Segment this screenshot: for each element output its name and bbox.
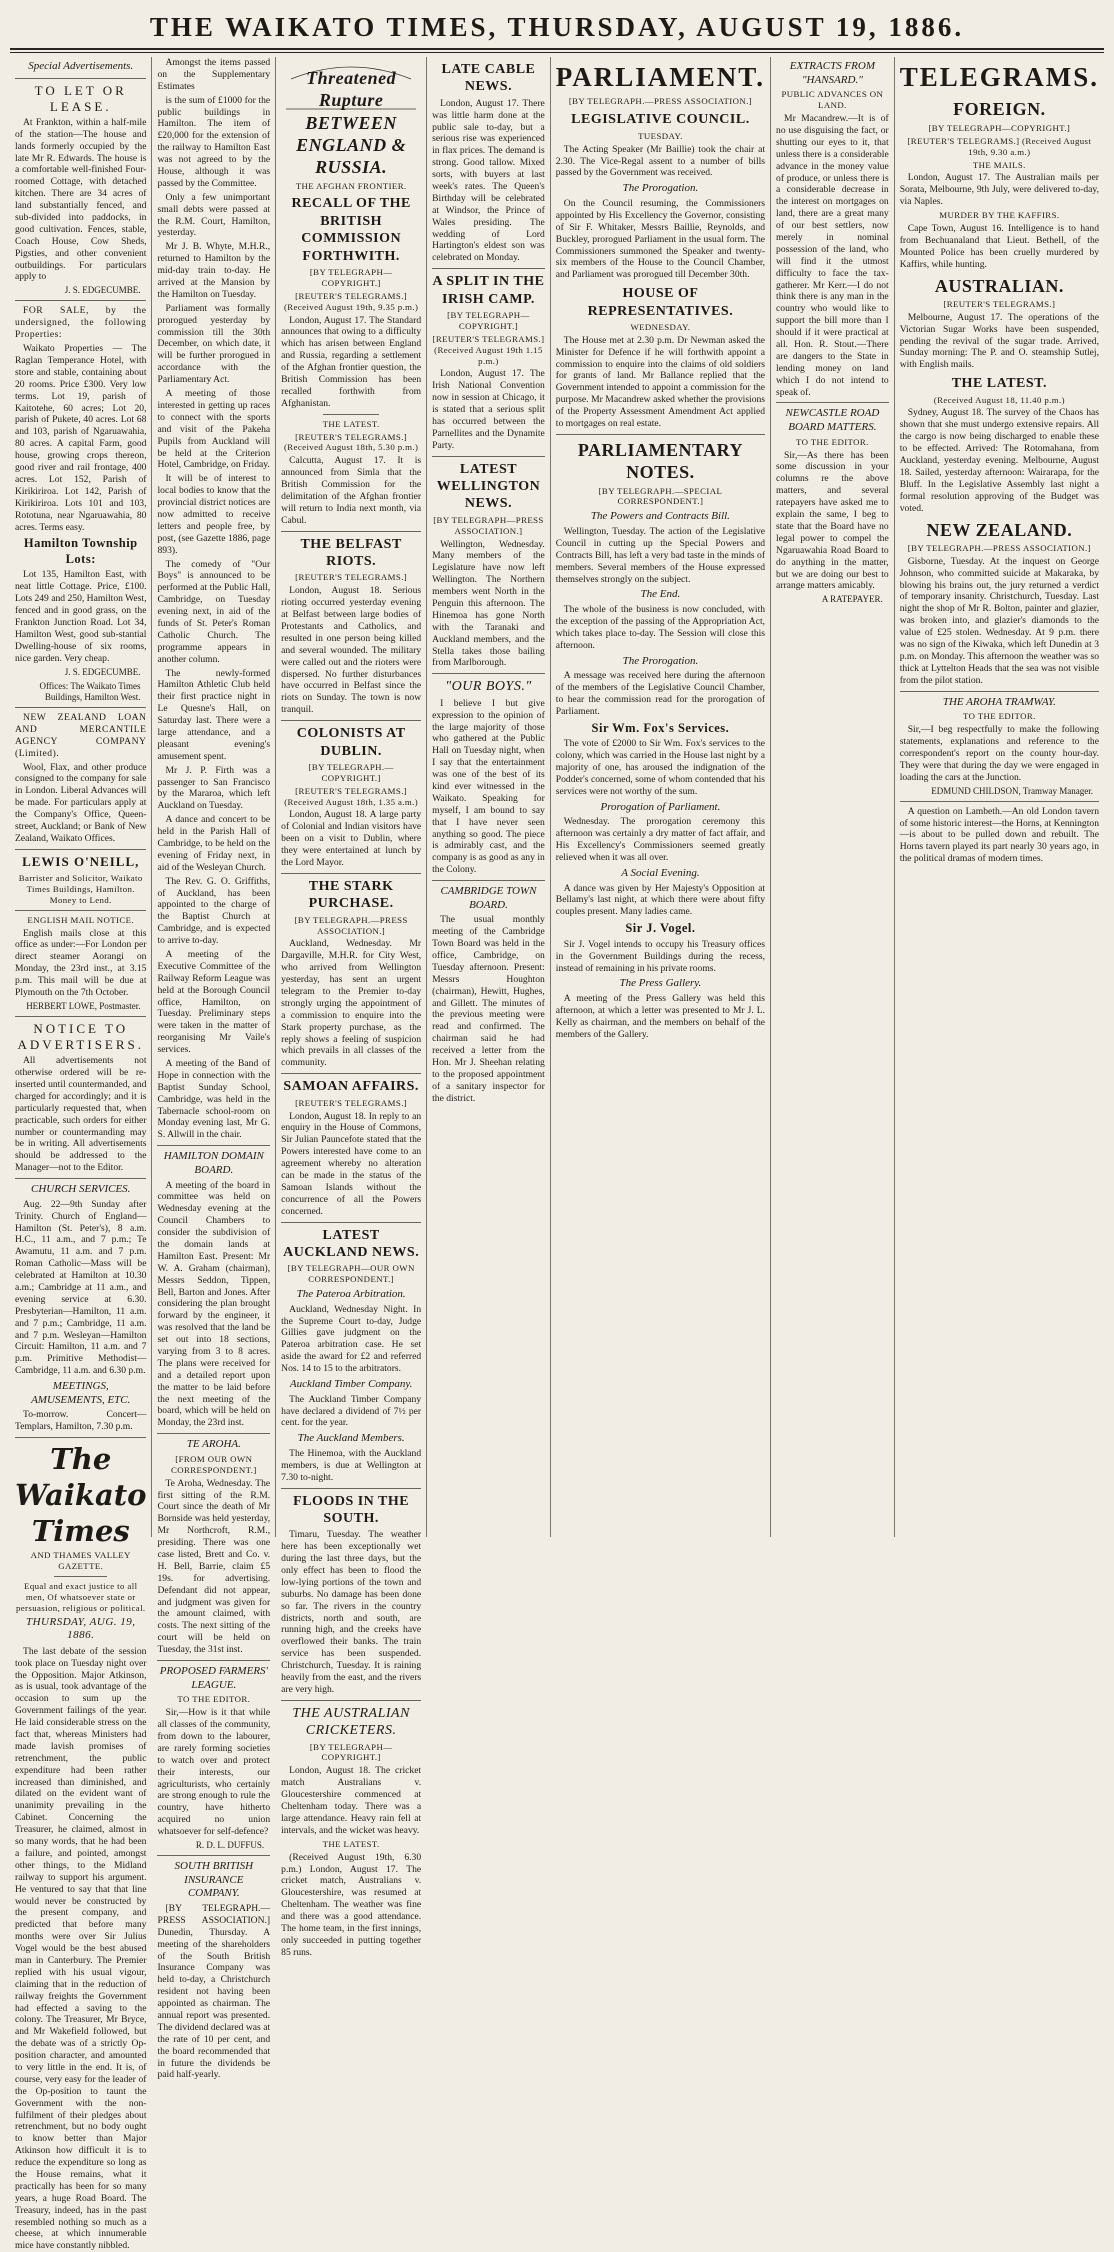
divider: [900, 801, 1099, 802]
stark-sub: [BY TELEGRAPH.—PRESS ASSOCIATION.]: [294, 914, 408, 936]
auckland-head-2: Auckland Timber Company.: [289, 1378, 413, 1391]
divider: [157, 1660, 270, 1661]
latest2-body: (Received August 19th, 6.30 p.m.) London, August 17. The cricket match, Australians v. Gloucestershire, was resumed at Cheltenham. The weather was fine and there was a good attendance. The home team, in the first innings, only succeeded in putting together 85 runs.: [281, 1851, 422, 1958]
newcastle-signature: A RATEPAYER.: [821, 594, 883, 605]
auckland-body-3: The Hinemoa, with the Auckland members, is due at Wellington at 7.30 to-night.: [281, 1447, 422, 1483]
newcastle-title: NEWCASTLE ROAD BOARD MATTERS.: [785, 407, 880, 434]
our-boys-title: "OUR BOYS.": [445, 679, 532, 695]
news-rm-court: Only a few unimportant small debts were passed at the R.M. Court, Hamilton, yesterday.: [157, 191, 271, 239]
samoan-title: SAMOAN AFFAIRS.: [283, 1079, 419, 1095]
news-our-boys: The comedy of "Our Boys" is announced to be performed at the Public Hall, Cambridge, on Tuesday evening next, in aid of the funds of St. Peter's Roman Catholic Church. The programme appears in another column.: [157, 558, 271, 665]
cambridge-board-body: The usual monthly meeting of the Cambridge Town Board was held in the office, Cambridge, on Tuesday afternoon. Present: Messrs Houghton (chairman), Hewitt, Hughes, and Gillett. The minutes of the previous meeting were read and confirmed. The chairman said he had received a letter from the Hon. Mr J. Sheehan relating to the proposed appointment of a sanitary inspector for the district.: [432, 914, 545, 1104]
cable-news-title: LATE CABLE NEWS.: [441, 62, 536, 95]
divider: [157, 1855, 270, 1856]
divider: [15, 910, 146, 911]
divider: [900, 691, 1099, 692]
recall-credit: [REUTER'S TELEGRAMS.] (Received August 19th, 9.35 p.m.): [283, 290, 419, 312]
divider: [432, 880, 545, 881]
mails-body: London, August 17. The Australian mails per Sorata, Melbourne, 9th July, were delivered to-day, via Naples.: [899, 172, 1099, 208]
for-sale-body: Waikato Properties — The Raglan Temperance Hotel, with store and stable, containing about 20 rooms. Price £300. Very low terms. Lot 19, parish of Kaitotehe, 60 acres; Lot 20, parish of Pukete, 40 acres. Lot 68 and 103, parish of Ngaruawahia, 80 acres. A capital Farm, good house, growing crops thereon, good river and rail frontage, 400 acres. Lot 152, Parish of Kirikiriroa. Lot 142, Parish of Kirikiriroa. Lots 101 and 103, Rototuna, near Ngaruawahia, 80 acres. Terms easy.: [15, 343, 147, 533]
divider: [15, 1437, 146, 1438]
the-end-title: The End.: [640, 588, 681, 601]
divider: [157, 1433, 270, 1434]
divider: [556, 434, 765, 435]
parliament-sub: [BY TELEGRAPH.—PRESS ASSOCIATION.]: [568, 96, 753, 107]
fox-services-title: Sir Wm. Fox's Services.: [591, 720, 730, 735]
hamilton-lots-body: Lot 135, Hamilton East, with neat little Cottage. Price, £100. Lots 249 and 250, Hamilton West, fenced and in good grass, on the Frankton Junction Road. Lot 34, Hamilton West, good sub-stantial Dwelling-house of six rooms, nice garden. Very cheap.: [15, 569, 147, 664]
cambridge-board-title: CAMBRIDGE TOWN BOARD.: [440, 885, 537, 911]
new-zealand-title: NEW ZEALAND.: [926, 519, 1073, 540]
samoan-body: London, August 18. In reply to an enquiry in the House of Commons, Sir Julian Pauncefote stated that the Powers interested have come to an agreement whereby no alteration can be made in the status of the Samoan Islands without the concurrence of all the Powers concerned.: [281, 1110, 422, 1217]
divider: [15, 78, 146, 79]
auckland-body-1: Auckland, Wednesday Night. In the Supreme Court to-day, Judge Gillies gave judgment on the Pateroa arbitration case. He set aside the award for £2 and referred Nos. 14 to 15 to the arbitrators.: [281, 1303, 422, 1375]
columns: [10, 57, 1104, 2252]
legislative-council-title: LEGISLATIVE COUNCIL.: [571, 112, 750, 128]
church-services-body: Aug. 22—9th Sunday after Trinity. Church of England—Hamilton (St. Peter's), 8 a.m. H.C., 11 a.m., and 7 p.m.; Te Awamutu, 11 a.m. and 7 p.m. Roman Catholic—Mass will be celebrated at Hamilton at 10.30 a.m.; Cambridge at 11 a.m., and evening service at 6.30. Presbyterian—Hamilton, 11 a.m. and 7 p.m.; Cambridge, 11 a.m. and 7 p.m. Wesleyan—Hamilton Circuit: Hamilton, 11 a.m. and 7 p.m. Primitive Methodist—Cambridge, 11 a.m. and 6.30 p.m.: [15, 1198, 147, 1377]
divider: [15, 300, 146, 301]
irish-split-credit: [REUTER'S TELEGRAMS.] (Received August 19th 1.15 p.m.): [432, 333, 545, 366]
representatives-body: The House met at 2.30 p.m. Dr Newman asked the Minister for Defence if he will forthwith appoint a commission to enquire into the claims of old soldiers for grants of land. Mr Ballance replied that the Government intended to appoint a commission for the purpose. Mr Macandrew asked whether the provisions of the Property Assessment Amendment Act applied to mortgages on real estate.: [555, 334, 766, 430]
divider: [432, 673, 545, 674]
news-parliament: Parliament was formally prorogued yesterday by commission till the 30th December, on which date, it will be further prorogued in accordance with the Parliamentary Act.: [157, 302, 271, 386]
column-6: [771, 57, 895, 1537]
waikato-times-nameplate: The Waikato Times: [15, 1442, 147, 1549]
fox-services-body: The vote of £2000 to Sir Wm. Fox's services to the colony, which was carried in the House last night by a majority of one, has aroused the indignation of the Podder's concerned, some of whom contended that his services were not worthy of the sum.: [555, 738, 766, 797]
news-dance: A dance and concert to be held in the Parish Hall of Cambridge, to be held on the evening of Friday next, in aid of the Wesleyan Church.: [157, 814, 271, 873]
colonists-sub: [BY TELEGRAPH.—COPYRIGHT.]: [308, 761, 394, 783]
recall-body: London, August 17. The Standard announces that owing to a difficulty which has arisen between England and Russia, regarding a settlement of the Afghan frontier question, the British Commission has been recalled forthwith from Afghanistan.: [281, 314, 422, 409]
foreign-credit: [REUTER'S TELEGRAMS.] (Received August 19th, 9.30 a.m.): [907, 135, 1092, 157]
latest-credit: [REUTER'S TELEGRAMS.] (Received August 18th, 5.30 p.m.): [283, 431, 419, 453]
divider: [776, 402, 889, 403]
latest-telegram-body: Sydney, August 18. The survey of the Chaos has shown that she must undergo extensive repairs. All the cargo is now being discharged to enable these to be effected. Arrived: The Rotomahana, from Auckland, yesterday evening. Melbourne, August 18. Sailed, yesterday afternoon: Wairarapa, for the Bluff. In the Legislative Assembly last night a formal resolution approving of the Budget was voted.: [899, 407, 1099, 514]
column-1: [10, 57, 152, 2252]
hansard-body: Mr Macandrew.—It is of no use disguising the fact, or shutting our eyes to it, that unless there is a considerable advance in the money value of produce, or unless there is a considerable decrease in the interest on mortgages on land, there are a great many of our best settlers, now merely in nominal possession of the land, who will find it the utmost difficulty to face the tax-gatherer. Mr Kerr.—I do not think there is any man in the country who would like to support the bill more than I should if it were practical at all. Hon. R. Stout.—There are dangers to the State in lending money on land which I do not intend to speak of.: [776, 113, 889, 398]
column-5: [551, 57, 771, 1537]
divider: [432, 268, 545, 269]
parliamentary-notes-sub: [BY TELEGRAPH.—SPECIAL CORRESPONDENT.]: [598, 485, 723, 507]
council-day: TUESDAY.: [638, 130, 683, 141]
paper-motto: Equal and exact justice to all men, Of whatsoever state or persuasion, religious or political.: [15, 1580, 146, 1613]
divider: [54, 1576, 107, 1577]
masthead-rule-thin: [10, 52, 1104, 53]
our-boys-body: I believe I but give expression to the opinion of the large majority of those who gathered at the Public Hall on Tuesday night, when I say that the entertainment was one of the best of its kind ever witnessed in the Waikato. Speaking for myself, I am bound to say that I have never seen anything so good. The piece is admirably cast, and the company is as good as any in the Colony.: [432, 697, 545, 876]
mail-notice-signature: HERBERT LOWE, Postmaster.: [26, 1000, 141, 1011]
auckland-news-title: LATEST AUCKLAND NEWS.: [283, 1227, 420, 1260]
kaffirs-title: MURDER BY THE KAFFIRS.: [939, 210, 1060, 221]
farmers-league-body: Sir,—How is it that while all classes of the community, from down to the labourer, are rarely forming societies to watch over and protect their interests, our agriculturists, who certainly are strong enough to rule the country, have hitherto acquired no union whatsoever for self-defence?: [157, 1707, 271, 1838]
divider: [15, 849, 146, 850]
news-items-lead: Amongst the items passed on the Supplementary Estimates: [157, 57, 271, 92]
title-england-russia: Threatened Rupture BETWEEN ENGLAND & RUSSIA.: [296, 68, 407, 178]
hansard-title: EXTRACTS FROM "HANSARD.": [789, 60, 875, 86]
new-zealand-body: Gisborne, Tuesday. At the inquest on George Johnson, who committed suicide at Makaraka, by blowing his brains out, the jury returned a verdict of temporary insanity. Christchurch, Tuesday. Last night the shop of Mr R. Bolton, painter and glazier, was broken into, and glazier's diamonds to the value of £25 stolen. Wednesday. At 9 p.m. there was no sign of the Kiwaka, which left Dunedin at 3 p.m. on Monday. This afternoon the weather was so thick at Lyttelton Heads that the sea was not visible from the pilot station.: [899, 555, 1099, 686]
council-body: The Acting Speaker (Mr Baillie) took the chair at 2.30. The Vice-Regal assent to a number of bills passed by the Government was received.: [555, 143, 766, 179]
the-end-body: The whole of the business is now concluded, with the exception of the passing of the Appropriation Act, which takes place to-day. The Session will close this afternoon.: [555, 604, 766, 651]
auckland-body-2: The Auckland Timber Company have declared a dividend of 7½ per cent. for the year.: [281, 1393, 422, 1429]
for-sale-title: FOR SALE, by the undersigned, the following Properties:: [15, 305, 147, 341]
to-let-body: At Frankton, within a half-mile of the station—The house and lands formerly occupied by the late Mr R. Edwards. The house is a comfortable well-finished Four-roomed Cottage, with detached kitchen. There are 34 acres of land substantially fenced, and sub-divided into paddocks, in good cultivation. Fences, stable, Coach House, Cow Sheds, Pigsties, and other convenient outbuildings. For particulars apply to: [15, 116, 147, 283]
lewis-oneill-body: Barrister and Solicitor, Waikato Times Buildings, Hamilton. Money to Lend.: [18, 872, 143, 905]
samoan-credit: [REUTER'S TELEGRAMS.]: [295, 1097, 408, 1108]
advertisers-body: All advertisements not otherwise ordered will be re-inserted until countermanded, and charged for accordingly; and it is particularly requested that, when practicable, such orders for either number or countermanding may be in writing. All advertisements should be addressed to the Manager—not to the Editor.: [15, 1055, 147, 1174]
auckland-news-sub: [BY TELEGRAPH—OUR OWN CORRESPONDENT.]: [287, 1263, 415, 1285]
newcastle-sub: TO THE EDITOR.: [795, 436, 869, 447]
parliamentary-notes-title: PARLIAMENTARY NOTES.: [577, 439, 744, 483]
advertisers-title: NOTICE TO ADVERTISERS.: [17, 1021, 145, 1053]
auckland-head-1: The Pateroa Arbitration.: [296, 1288, 406, 1301]
news-local-bodies: It will be of interest to local bodies to know that the provincial district notices are now admitted to receive letters and people free, by post, (see Gazette 1886, page 893).: [157, 473, 271, 556]
divider: [281, 873, 421, 874]
prorogation2-body: A message was received here during the afternoon of the members of the Legislative Council Chamber, to hear the commission read for the prorogation of Parliament.: [555, 670, 766, 717]
nz-loan-body: Wool, Flax, and other produce consigned to the company for sale in London. Liberal Advances will be made. For particulars apply at the Company's Office, Queen-street, Auckland; or Bank of New Zealand, Waikato Offices.: [15, 761, 147, 844]
aroha-tramway-sub: TO THE EDITOR.: [962, 711, 1036, 722]
nz-loan-title: NEW ZEALAND LOAN AND MERCANTILE AGENCY COMPANY (Limited).: [15, 711, 147, 759]
irish-split-body: London, August 17. The Irish National Convention now in session at Chicago, it is stated that a serious split has occurred between the Parnellites and the Dynamite Party.: [432, 368, 545, 451]
te-aroha-credit: [FROM OUR OWN CORRESPONDENT.]: [170, 1453, 257, 1475]
recall-title: RECALL OF THE BRITISH COMMISSION FORTHWITH.: [291, 196, 411, 264]
powers-bill-body: Wellington, Tuesday. The action of the Legislative Council in cutting up the Special Powers and Contracts Bill, has left a very bad taste in the minds of members. Several members of the House expressed themselves strongly on the subject.: [555, 525, 766, 585]
meetings-title: MEETINGS, AMUSEMENTS, ETC.: [31, 1380, 131, 1406]
divider: [157, 1145, 270, 1146]
parliament-title: PARLIAMENT.: [555, 62, 766, 92]
masthead-rule: [10, 48, 1104, 50]
insurance-body: [BY TELEGRAPH.—PRESS ASSOCIATION.] Dunedin, Thursday. A meeting of the shareholders of the South British Insurance Company was held to-day, a Christchurch resident not having been appointed as chairman. The annual report was presented. The dividend declared was at the rate of 10 per cent, and the board recommended that in future the dividends be paid half-yearly.: [157, 1903, 271, 2081]
news-band-of-hope: A meeting of the Band of Hope in connection with the Baptist Sunday School, Cambridge, was held in the Tabernacle school-room on Monday evening last, Mr G. S. Allwill in the chair.: [157, 1058, 271, 1141]
column-3: [276, 57, 427, 1958]
domain-board-title: HAMILTON DOMAIN BOARD.: [163, 1150, 264, 1176]
news-items-body: is the sum of £1000 for the public buildings in Hamilton. The item of £20,000 for the extension of the railway to Hamilton East was not agreed to by the House, although it was passed by the Committee.: [157, 94, 271, 189]
latest-telegram-title: THE LATEST.: [951, 376, 1047, 392]
mail-notice-body: English mails close at this office as under:—For London per direct steamer Aorangi on Monday, the 23rd inst., at 3.15 p.m. This mail will be due at Plymouth on the 7th October.: [15, 927, 147, 998]
hamilton-signature-address: Offices: The Waikato Times Buildings, Hamilton West.: [39, 680, 141, 702]
farmers-league-to-editor: TO THE EDITOR.: [177, 1694, 251, 1705]
te-aroha-body: Te Aroha, Wednesday. The first sitting of the R.M. Court since the death of Mr Bornside was held yesterday, Mr Northcroft, R.M., presiding. There was one case listed, Brett and Co. v. H. Bell, Barrie, claim £5 19s. for advertising. Defendant did not appear, and judgment was given for the amount claimed, with costs. The next sitting of the court will be held on Tuesday, the 31st inst.: [157, 1477, 271, 1656]
hansard-sub: PUBLIC ADVANCES ON LAND.: [781, 89, 884, 111]
insurance-title: SOUTH BRITISH INSURANCE COMPANY.: [174, 1860, 254, 1900]
cable-news-body: London, August 17. There was little harm done at the public sale to-day, but a serious rise was experienced in flax prices. The demand is strong. Good tallow. Mixed sorts, with buyers at last week's rates. The Queen's Birthday will be celebrated at Windsor, the Prince of Wales presiding. The wedding of Lord Hartington's eldest son was celebrated on Monday.: [432, 97, 545, 264]
prorogation3-body: Wednesday. The prorogation ceremony this afternoon was certainly a dry matter of fact affair, and His Excellency's Commissioners seemed greatly relieved when it was all over.: [555, 816, 766, 864]
stark-title: THE STARK PURCHASE.: [308, 878, 394, 912]
colonists-body: London, August 18. A large party of Colonial and Indian visitors have been on a visit to Dublin, where they were entertained at lunch by the Lord Mayor.: [281, 809, 422, 869]
news-athletic-club: The newly-formed Hamilton Athletic Club held their first practice night in Le Quesne's Hall, on Saturday last. There were a large attendance, and a pleasant evening's amusement spent.: [157, 667, 271, 762]
wellington-news-sub: [BY TELEGRAPH—PRESS ASSOCIATION.]: [433, 514, 544, 536]
special-ads-title: Special Advertisements.: [28, 60, 134, 72]
prorogation3-title: Prorogation of Parliament.: [600, 800, 721, 813]
farmers-league-signature: R. D. L. DUFFUS.: [195, 1839, 265, 1850]
footer-item: A question on Lambeth.—An old London tavern of some historic interest—the Horns, at Kennington—is about to be pulled down and rebuilt. The Horns tavern played its part nearly 30 years ago, in the political dramas of modern times.: [899, 805, 1099, 865]
cricketers-title: THE AUSTRALIAN CRICKETERS.: [292, 1705, 410, 1739]
aroha-tramway-body: Sir,—I beg respectfully to make the following statements, explanations and reference to the correspondent's report on the county hour-day. They were that during the day we were engaged in loading the cars at the Junction.: [899, 724, 1099, 783]
column-4: [427, 57, 551, 1537]
divider: [323, 414, 379, 415]
hamilton-signature: J. S. EDGECUMBE.: [64, 666, 141, 677]
social-evening-title: A Social Evening.: [621, 866, 700, 879]
recall-sub: [BY TELEGRAPH—COPYRIGHT.]: [309, 266, 393, 288]
column-2: [152, 57, 276, 2081]
news-griffiths: The Rev. G. O. Griffiths, of Auckland, has been appointed to the charge of the Baptist Church at Cambridge, and is expected to arrive to-day.: [157, 875, 271, 947]
latest-title: THE LATEST.: [322, 418, 380, 429]
wellington-news-title: LATEST WELLINGTON NEWS.: [436, 461, 541, 512]
divider: [15, 1178, 146, 1179]
domain-board-body: A meeting of the board in committee was held on Wednesday evening at the Council Chambers to consider the subdivision of the domain lands at Hamilton East. Present: Mr W. A. Graham (chairman), Messrs Seddon, Tippen, Bell, Barton and Jones. After considering the plan brought forward by the engineer, it was resolved that the land be set out into 18 sections, varying from 3 to 8 acres. The plans were received for and a detailed report upon the matter to be laid before the next meeting of the board, which will be held on Monday, the 23rd inst.: [157, 1179, 271, 1429]
foreign-title: FOREIGN.: [953, 99, 1046, 120]
press-gallery-body: A meeting of the Press Gallery was held this afternoon, at which a letter was presented to Mr J. L. Kelly as chairman, and the members on behalf of the members of the Gallery.: [555, 993, 766, 1040]
divider: [281, 720, 421, 721]
church-services-title: CHURCH SERVICES.: [31, 1183, 131, 1196]
aroha-tramway-title: THE AROHA TRAMWAY.: [942, 695, 1056, 708]
colonists-title: COLONISTS AT DUBLIN.: [296, 726, 406, 759]
australian-body: Melbourne, August 17. The operations of the Victorian Sugar Works have been suspended, pending the revival of the sugar trade. Arrived, Sunday morning: The P. and O. steamship Sutlej, with English mails.: [899, 311, 1099, 371]
powers-bill-title: The Powers and Contracts Bill.: [590, 510, 730, 523]
kaffirs-body: Cape Town, August 16. Intelligence is to hand from Bechuanaland that Lieut. Bethell, of the Mounted Police has been cruelly murdered by Kaffirs, while hunting.: [899, 222, 1099, 270]
press-gallery-title: The Press Gallery.: [619, 977, 702, 990]
wellington-news-body: Wellington, Wednesday. Many members of the Legislature have now left Wellington. The Northern members went North in the Penguin this afternoon. The Hinemoa has gone North with the Taranaki and Auckland members, and the Stella takes those bailing from Marlborough.: [432, 538, 545, 669]
news-whyte: Mr J. B. Whyte, M.H.R., returned to Hamilton by the mid-day train to-day. He arrived at the Mansion by the Hamilton on Tuesday.: [157, 241, 271, 300]
vogel-title: Sir J. Vogel.: [625, 921, 696, 936]
to-let-title: TO LET OR LEASE.: [34, 82, 127, 114]
social-evening-body: A dance was given by Her Majesty's Opposition at Bellamy's last night, at which there were about fifty couples present. Many ladies came.: [555, 882, 766, 918]
divider: [432, 456, 545, 457]
editorial-dateline: THURSDAY, AUG. 19, 1886.: [25, 1615, 136, 1642]
telegrams-title: TELEGRAMS.: [899, 62, 1099, 92]
divider: [281, 531, 421, 532]
divider: [281, 1700, 421, 1701]
to-let-signature: J. S. EDGECUMBE.: [64, 285, 141, 296]
foreign-sub: [BY TELEGRAPH—COPYRIGHT.]: [928, 122, 1071, 133]
prorogation-body: On the Council resuming, the Commissioners appointed by His Excellency the Governor, consisting of Sir F. Whitaker, Messrs Baillie, Reynolds, and Buckley, prorogued Parliament in the usual form. The Commissioners summoned the Speaker and twenty-six members of the House to the Council Chamber, and Parliament was prorogued till December 30th.: [555, 197, 766, 281]
mail-notice-title: ENGLISH MAIL NOTICE.: [27, 914, 135, 925]
australian-title: AUSTRALIAN.: [934, 275, 1064, 296]
cricketers-body: London, August 18. The cricket match Australians v. Gloucestershire commenced at Cheltenham today. There was a large attendance. Heavy rain fell at intervals, and the wicket was heavy.: [281, 1765, 422, 1836]
masthead: THE WAIKATO TIMES, THURSDAY, AUGUST 19, 1886.: [149, 12, 965, 42]
te-aroha-title: TE AROHA.: [186, 1438, 241, 1451]
new-zealand-sub: [BY TELEGRAPH.—PRESS ASSOCIATION.]: [907, 542, 1091, 553]
irish-split-title: A SPLIT IN THE IRISH CAMP.: [432, 274, 545, 307]
latest-telegram-credit: (Received August 18, 11.40 p.m.): [933, 394, 1065, 405]
vogel-body: Sir J. Vogel intends to occupy his Treasury offices in the Government Buildings during the recess, instead of remaining in his private rooms.: [555, 938, 766, 974]
news-meeting: A meeting of those interested in getting up races to connect with the sports and visit of the Pakeha Pupils from Auckland will be held at the Criterion Hotel, Cambridge, on Friday.: [157, 388, 271, 471]
belfast-title: THE BELFAST RIOTS.: [300, 536, 402, 570]
editorial-body: The last debate of the session took place on Tuesday night over the Opposition. Major Atkinson, as is usual, took advantage of the occasion to sum up the Government failings of the year. He laid considerable stress on the fact that, whereas Ministers had made lavish promises of retrenchment, the public expenditure had been rather increased than diminished, and dilated on the evident want of unanimity prevailing in the Cabinet. Concerning the Treasurer, he claimed, almost in so many words, that he had been a failure, and pointed, amongst other things, to the Midland railway to support his argument. He ventured to say that that line would never be constructed by the present company, and predicted that before many months were over Sir Julius Vogel would be the best abused man in Canterbury. The Premier replied with his usual vigour, claiming that in the reduction of railway freights the Government had effected a saving to the colony. The Treasurer, Mr Bryce, and Mr Wakefield followed, but the debate was of a strictly Op-position character, and amounted to very little in the end. It is, of course, very easy for the leader of the Op-position to taunt the Government with the non-fulfilment of their pledges about retrenchment, but no body ought to know better than Major Atkinson how difficult it is to reduce the expenditure so long as the House remains, what it practically has been for so many years, a huge Road Board. The Treasury, indeed, has in the past resembled nothing so much as a cheese, at which innumerable mice have constantly nibbled.: [15, 1645, 147, 2252]
meetings-body: To-morrow. Concert—Templars, Hamilton, 7.30 p.m.: [15, 1409, 147, 1433]
irish-split-sub: [BY TELEGRAPH—COPYRIGHT.]: [447, 309, 530, 331]
divider: [281, 1222, 421, 1223]
representatives-title: HOUSE OF REPRESENTATIVES.: [587, 286, 734, 319]
afghan-frontier-sub: THE AFGHAN FRONTIER.: [295, 180, 407, 191]
mails-title: THE MAILS.: [972, 159, 1026, 170]
news-railway-league: A meeting of the Executive Committee of the Railway Reform League was held at the Borough Council office, Hamilton, on Tuesday. Preliminary steps were taken in the matter of reorganising Mr Vaile's services.: [157, 949, 271, 1056]
prorogation-title: The Prorogation.: [622, 182, 699, 195]
nameplate-subtitle: AND THAMES VALLEY GAZETTE.: [30, 1550, 131, 1571]
farmers-league-title: PROPOSED FARMERS' LEAGUE.: [159, 1665, 268, 1691]
hamilton-lots-title: Hamilton Township Lots:: [23, 536, 138, 566]
divider: [281, 1488, 421, 1489]
auckland-head-3: The Auckland Members.: [297, 1432, 405, 1445]
divider: [15, 1016, 146, 1017]
cricketers-sub: [BY TELEGRAPH—COPYRIGHT.]: [309, 1741, 393, 1763]
representatives-day: WEDNESDAY.: [630, 321, 691, 332]
floods-title: FLOODS IN THE SOUTH.: [293, 1493, 410, 1526]
aroha-tramway-signature: EDMUND CHILDSON, Tramway Manager.: [931, 785, 1093, 796]
prorogation2-title: The Prorogation.: [622, 654, 699, 667]
column-7: [895, 57, 1104, 1537]
latest2-title: THE LATEST.: [322, 1838, 380, 1849]
latest-body: Calcutta, August 17. It is announced from Simla that the British Commission for the delimitation of the Afghan frontier will return to India next month, via Cabul.: [281, 455, 422, 526]
stark-body: Auckland, Wednesday. Mr Dargaville, M.H.R. for City West, who arrived from Wellington yesterday, has sent an urgent telegram to the Premier to-day strongly urging the appointment of a commission to enquire into the Stark property purchase, as the reply shows a feeling of suspicion which prevails in all classes of the community.: [281, 938, 422, 1069]
newcastle-body: Sir,—As there has been some discussion in your columns re the above matters, and several ratepayers have asked me to explain the same, I beg to state that the Board have no legal power to compel the Ngaruawahia Road Board to do anything in the matter, but we are doing our best to arrange matters amicably.: [776, 449, 889, 592]
divider: [15, 707, 146, 708]
belfast-credit: [REUTER'S TELEGRAMS.]: [295, 572, 408, 583]
divider: [281, 1073, 421, 1074]
floods-body: Timaru, Tuesday. The weather here has been exceptionally wet during the last three days, but the only effect has been to flood the low-lying portions of the town and suburbs. No damage has been done so far. The rivers in the country districts, north and south, are running high, and the creeks have overflowed their banks. The train service has been suspended. Christchurch, Tuesday. It is raining heavily from the east, and the rivers are very high.: [281, 1529, 422, 1695]
colonists-credit: [REUTER'S TELEGRAMS.] (Received August 18th, 1.35 a.m.): [284, 785, 419, 807]
australian-credit: [REUTER'S TELEGRAMS.]: [943, 298, 1056, 309]
news-firth: Mr J. P. Firth was a passenger to San Francisco by the Mararoa, which left Auckland on Tuesday.: [157, 764, 271, 812]
belfast-body: London, August 18. Serious rioting occurred yesterday evening at Belfast between large bodies of Protestants and Catholics, and resulted in one person being killed and several wounded. The military were called out and the rioters were dispersed. No further disturbances have occurred in Belfast since the riots on Sunday. The town is now tranquil.: [281, 585, 422, 716]
lewis-oneill-title: LEWIS O'NEILL,: [22, 853, 140, 869]
